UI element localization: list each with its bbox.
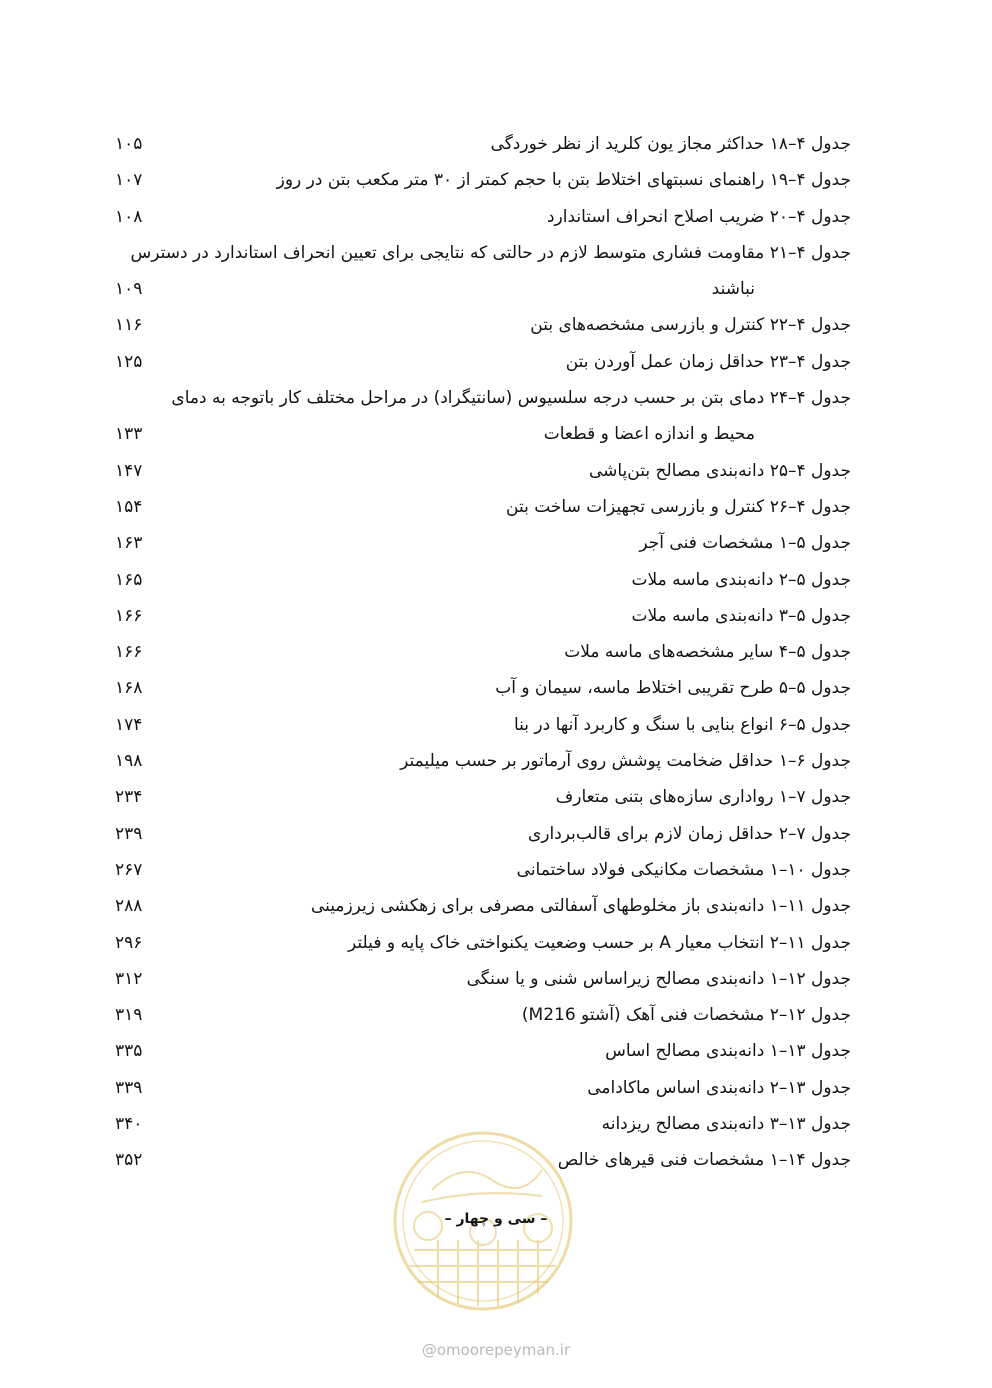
toc-entry-title: جدول ۱۱–۲ انتخاب معیار A بر حسب وضعیت یکنواختی خاک پایه و فیلتر (348, 932, 851, 953)
toc-entry[interactable] (115, 162, 851, 198)
toc-entry[interactable] (115, 888, 851, 924)
toc-entry[interactable] (115, 779, 851, 815)
toc-entry-page-number: ۳۳۹ (115, 1077, 143, 1098)
toc-entry-title: جدول ۴–۲۵ دانه‌بندی مصالح بتن‌پاشی (588, 460, 851, 481)
toc-entry-title: جدول ۶–۱ حداقل ضخامت پوشش روی آرماتور بر حسب میلیمتر (400, 751, 851, 772)
toc-entry-page-number: ۳۵۲ (115, 1150, 143, 1171)
toc-entry-title: جدول ۵–۴ سایر مشخصه‌های ماسه ملات (564, 642, 851, 663)
toc-entry[interactable] (115, 344, 851, 380)
toc-entry[interactable] (115, 707, 851, 743)
toc-entry-page-number: ۱۱۶ (115, 315, 143, 336)
toc-entry-title: جدول ۱۳–۱ دانه‌بندی مصالح اساس (605, 1041, 851, 1062)
toc-entry-page-number: ۱۶۶ (115, 642, 143, 663)
toc-entry[interactable] (115, 961, 851, 997)
toc-entry-title: جدول ۱۳–۳ دانه‌بندی مصالح ریزدانه (601, 1114, 851, 1135)
toc-entry-title: جدول ۵–۵ طرح تقریبی اختلاط ماسه، سیمان و آب (495, 678, 851, 699)
toc-entry-title: جدول ۴–۲۲ کنترل و بازرسی مشخصه‌های بتن (530, 315, 851, 336)
toc-entry-page-number: ۲۸۸ (115, 896, 143, 917)
toc-entry[interactable] (115, 126, 851, 162)
toc-entry-title: جدول ۵–۶ انواع بنایی با سنگ و کاربرد آنها در بنا (513, 714, 851, 735)
toc-entry-title-continuation: نباشند (711, 279, 755, 300)
toc-entry[interactable] (115, 1033, 851, 1069)
toc-entry-page-number: ۲۹۶ (115, 932, 143, 953)
toc-entry-page-number: ۱۷۴ (115, 714, 143, 735)
toc-entry-page-number: ۱۶۶ (115, 605, 143, 626)
toc-entry-page-number: ۱۲۵ (115, 351, 143, 372)
toc-entry[interactable] (115, 235, 851, 308)
toc-entry[interactable] (115, 670, 851, 706)
toc-entry-title: جدول ۴–۲۴ دمای بتن بر حسب درجه سلسیوس (سانتیگراد) در مراحل مختلف کار باتوجه به دمای (171, 388, 851, 409)
toc-entry-page-number: ۱۰۷ (115, 170, 143, 191)
toc-entry-title: جدول ۴–۱۹ راهنمای نسبتهای اختلاط بتن با حجم کمتر از ۳۰ متر مکعب بتن در روز (276, 170, 851, 191)
toc-entry-title: جدول ۱۰–۱ مشخصات مکانیکی فولاد ساختمانی (516, 859, 851, 880)
toc-entry[interactable] (115, 489, 851, 525)
toc-entry[interactable] (115, 1070, 851, 1106)
toc-entry[interactable] (115, 852, 851, 888)
toc-entry-title: جدول ۴–۲۳ حداقل زمان عمل آوردن بتن (565, 351, 851, 372)
toc-entry-title: جدول ۴–۲۰ ضریب اصلاح انحراف استاندارد (546, 206, 851, 227)
toc-entry[interactable] (115, 925, 851, 961)
toc-entry-page-number: ۳۴۰ (115, 1114, 143, 1135)
toc-entry[interactable] (115, 743, 851, 779)
toc-entry[interactable] (115, 380, 851, 453)
page-number-footer: – سی و چهار – (444, 1211, 548, 1227)
toc-entry-page-number: ۲۳۹ (115, 823, 143, 844)
toc-entry[interactable] (115, 307, 851, 343)
toc-entry[interactable] (115, 816, 851, 852)
toc-entry-title: جدول ۵–۲ دانه‌بندی ماسه ملات (631, 569, 851, 590)
toc-entry[interactable] (115, 562, 851, 598)
toc-entry-title: جدول ۱۲–۲ مشخصات فنی آهک (آشتو M216) (521, 1005, 851, 1026)
toc-entry-title: جدول ۱۴–۱ مشخصات فنی قیرهای خالص (557, 1150, 851, 1171)
toc-entry[interactable] (115, 453, 851, 489)
toc-entry-page-number: ۳۱۹ (115, 1005, 143, 1026)
toc-entry-title: جدول ۷–۲ حداقل زمان لازم برای قالب‌برداری (527, 823, 851, 844)
toc-entry-page-number: ۱۰۹ (115, 279, 143, 300)
website-credit: @omoorepeyman.ir (421, 1341, 571, 1359)
toc-entry[interactable] (115, 997, 851, 1033)
toc-entry-title: جدول ۱۳–۲ دانه‌بندی اساس ماکادامی (587, 1077, 851, 1098)
toc-entry-title: جدول ۴–۲۱ مقاومت فشاری متوسط لازم در حالتی که نتایجی برای تعیین انحراف استاندارد در دسترس (130, 242, 851, 263)
toc-entry[interactable] (115, 199, 851, 235)
toc-entry[interactable] (115, 598, 851, 634)
toc-entry-page-number: ۱۹۸ (115, 751, 143, 772)
toc-entry-page-number: ۳۱۲ (115, 968, 143, 989)
toc-entry-title: جدول ۵–۳ دانه‌بندی ماسه ملات (631, 605, 851, 626)
toc-entry-page-number: ۲۳۴ (115, 787, 143, 808)
toc-entry-page-number: ۱۰۸ (115, 206, 143, 227)
toc-entry-page-number: ۱۶۳ (115, 533, 143, 554)
toc-entry-page-number: ۱۳۳ (115, 424, 143, 445)
toc-entry-page-number: ۱۴۷ (115, 460, 143, 481)
toc-entry-title: جدول ۷–۱ رواداری سازه‌های بتنی متعارف (555, 787, 851, 808)
toc-entry-page-number: ۲۶۷ (115, 859, 143, 880)
toc-entry[interactable] (115, 634, 851, 670)
table-of-tables-list (115, 126, 851, 1179)
toc-entry-title: جدول ۱۱–۱ دانه‌بندی باز مخلوطهای آسفالتی مصرفی برای زهکشی زیرزمینی (310, 896, 851, 917)
toc-entry-page-number: ۱۵۴ (115, 496, 143, 517)
toc-entry[interactable] (115, 525, 851, 561)
toc-entry-title-continuation: محیط و اندازه اعضا و قطعات (543, 424, 755, 445)
toc-entry-title: جدول ۴–۲۶ کنترل و بازرسی تجهیزات ساخت بتن (506, 496, 851, 517)
toc-entry-title: جدول ۱۲–۱ دانه‌بندی مصالح زیراساس شنی و یا سنگی (466, 968, 851, 989)
toc-entry-title: جدول ۵–۱ مشخصات فنی آجر (639, 533, 851, 554)
toc-entry-page-number: ۱۶۵ (115, 569, 143, 590)
toc-entry-page-number: ۳۳۵ (115, 1041, 143, 1062)
toc-entry-page-number: ۱۰۵ (115, 134, 143, 154)
toc-entry-title: جدول ۴–۱۸ حداکثر مجاز یون کلرید از نظر خوردگی (490, 134, 851, 154)
toc-entry-page-number: ۱۶۸ (115, 678, 143, 699)
